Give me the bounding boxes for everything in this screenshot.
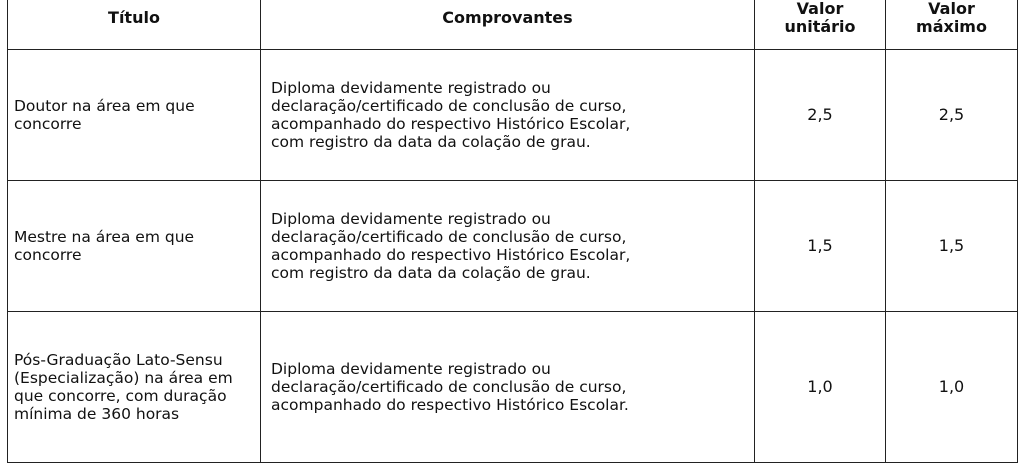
cell-valor-unitario: 1,0 [755, 312, 886, 463]
header-titulo-label: Título [108, 8, 160, 27]
titulo-line: Doutor na área em que [14, 97, 195, 115]
table-header-row [8, 0, 1018, 50]
header-comprovantes [261, 0, 755, 50]
comprovantes-line: declaração/certificado de conclusão de curso, [271, 378, 627, 396]
comprovantes-line: declaração/certificado de conclusão de curso, [271, 97, 627, 115]
titulo-line: Mestre na área em que [14, 228, 195, 246]
titulo-line: Pós-Graduação Lato-Sensu [14, 351, 223, 369]
cell-titulo [8, 312, 261, 463]
comprovantes-line: Diploma devidamente registrado ou [271, 79, 551, 97]
titulo-line: mínima de 360 horas [14, 405, 180, 423]
titulo-line: que concorre, com duração [14, 387, 227, 405]
header-comprovantes-label: Comprovantes [442, 8, 573, 27]
cell-titulo [8, 50, 261, 181]
titulo-line: concorre [14, 246, 82, 264]
header-titulo [8, 0, 261, 50]
cell-comprovantes [261, 312, 755, 463]
comprovantes-line: Diploma devidamente registrado ou [271, 360, 551, 378]
header-valor-maximo-line: máximo [916, 17, 987, 36]
titulo-line: concorre [14, 115, 82, 133]
table-row [8, 181, 1018, 312]
titulo-line: (Especialização) na área em [14, 369, 233, 387]
cell-valor-maximo: 1,0 [886, 312, 1018, 463]
titles-table [7, 0, 1018, 463]
table-row [8, 50, 1018, 181]
comprovantes-line: com registro da data da colação de grau. [271, 133, 591, 151]
cell-comprovantes [261, 181, 755, 312]
comprovantes-line: com registro da data da colação de grau. [271, 264, 591, 282]
cell-valor-unitario: 2,5 [755, 50, 886, 181]
header-valor-unitario-line: Valor [796, 0, 844, 18]
cell-comprovantes [261, 50, 755, 181]
cell-titulo [8, 181, 261, 312]
cell-valor-maximo: 2,5 [886, 50, 1018, 181]
cell-valor-unitario: 1,5 [755, 181, 886, 312]
comprovantes-line: acompanhado do respectivo Histórico Escolar, [271, 246, 631, 264]
comprovantes-line: acompanhado do respectivo Histórico Escolar, [271, 115, 631, 133]
table-row [8, 312, 1018, 463]
comprovantes-line: declaração/certificado de conclusão de curso, [271, 228, 627, 246]
header-valor-maximo-line: Valor [928, 0, 975, 18]
header-valor-maximo [886, 0, 1018, 50]
titles-table-wrapper [7, 0, 1017, 463]
comprovantes-line: Diploma devidamente registrado ou [271, 210, 551, 228]
header-valor-unitario-line: unitário [784, 17, 856, 36]
comprovantes-line: acompanhado do respectivo Histórico Escolar. [271, 396, 629, 414]
header-valor-unitario [755, 0, 886, 50]
cell-valor-maximo: 1,5 [886, 181, 1018, 312]
